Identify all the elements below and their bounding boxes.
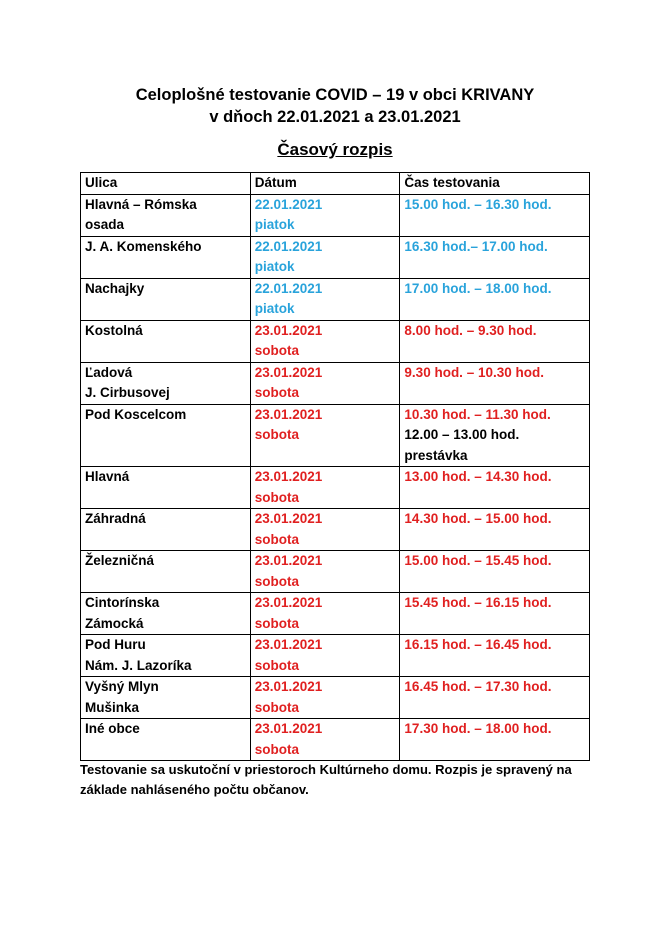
time-cell [400, 509, 590, 551]
time-range: 16.45 hod. – 17.30 hod. [404, 679, 552, 694]
street-cell [81, 320, 251, 362]
date-cell [250, 404, 400, 467]
date-cell [250, 278, 400, 320]
street-cell [81, 404, 251, 467]
date-value: 23.01.2021 [254, 679, 323, 694]
date-cell [250, 551, 400, 593]
street-name: J. A. Komenského [85, 238, 202, 254]
time-cell [400, 404, 590, 467]
day-of-week: sobota [254, 699, 299, 715]
street-cell [81, 509, 251, 551]
table-row [81, 719, 590, 761]
day-of-week: sobota [254, 615, 299, 631]
column-header-street: Ulica [81, 173, 251, 195]
date-value: 23.01.2021 [254, 721, 323, 736]
street-cell [81, 593, 251, 635]
time-cell [400, 236, 590, 278]
schedule-table [80, 172, 590, 761]
street-cell [81, 635, 251, 677]
day-of-week: piatok [254, 259, 295, 274]
street-name: Hlavná [85, 469, 130, 484]
street-name: Ľadová [85, 364, 133, 380]
table-row [81, 194, 590, 236]
title-line-2: v dňoch 22.01.2021 a 23.01.2021 [209, 108, 461, 126]
date-cell [250, 467, 400, 509]
table-row [81, 677, 590, 719]
street-name: Záhradná [85, 511, 146, 526]
street-name: Pod Koscelcom [85, 406, 187, 422]
date-value: 23.01.2021 [254, 406, 323, 422]
day-of-week: sobota [254, 427, 299, 442]
table-row [81, 509, 590, 551]
break-label: prestávka [404, 447, 468, 463]
date-cell [250, 194, 400, 236]
date-value: 23.01.2021 [254, 322, 323, 338]
street-name: J. Cirbusovej [85, 385, 170, 400]
day-of-week: sobota [254, 741, 299, 757]
date-cell [250, 509, 400, 551]
table-row [81, 467, 590, 509]
time-cell [400, 362, 590, 404]
street-name: Nám. J. Lazoríka [85, 657, 192, 673]
date-cell [250, 236, 400, 278]
date-value: 22.01.2021 [254, 196, 323, 212]
date-value: 23.01.2021 [254, 595, 323, 610]
street-cell [81, 467, 251, 509]
table-row [81, 635, 590, 677]
day-of-week: piatok [254, 301, 295, 316]
date-value: 22.01.2021 [254, 238, 323, 254]
street-name: Hlavná – Rómska [85, 196, 197, 212]
date-cell [250, 635, 400, 677]
time-range: 15.45 hod. – 16.15 hod. [404, 595, 552, 610]
time-cell [400, 194, 590, 236]
street-name: Kostolná [85, 322, 143, 338]
date-cell [250, 320, 400, 362]
table-row [81, 320, 590, 362]
street-cell [81, 677, 251, 719]
footer-note: Testovanie sa uskutoční v priestoroch Kultúrneho domu. Rozpis je spravený na základe nahláseného počtu občanov. [80, 762, 572, 797]
street-name: osada [85, 217, 125, 232]
time-range: 13.00 hod. – 14.30 hod. [404, 469, 552, 484]
time-cell [400, 635, 590, 677]
date-value: 23.01.2021 [254, 637, 323, 652]
date-value: 22.01.2021 [254, 280, 323, 296]
day-of-week: sobota [254, 573, 299, 589]
street-name: Zámocká [85, 615, 144, 631]
date-cell [250, 719, 400, 761]
title-line-1: Celoplošné testovanie COVID – 19 v obci KRIVANY [135, 86, 535, 104]
street-name: Iné obce [85, 721, 140, 736]
time-cell [400, 320, 590, 362]
date-cell [250, 677, 400, 719]
day-of-week: sobota [254, 343, 299, 358]
day-of-week: sobota [254, 657, 299, 673]
date-cell [250, 362, 400, 404]
street-cell [81, 362, 251, 404]
time-range: 17.00 hod. – 18.00 hod. [404, 280, 552, 296]
table-header-row [81, 173, 590, 195]
time-range: 14.30 hod. – 15.00 hod. [404, 511, 552, 526]
date-value: 23.01.2021 [254, 511, 323, 526]
time-range: 8.00 hod. – 9.30 hod. [404, 322, 537, 338]
time-range: 15.00 hod. – 15.45 hod. [404, 553, 552, 568]
column-header-time: Čas testovania [400, 173, 590, 195]
time-cell [400, 593, 590, 635]
table-body [81, 194, 590, 761]
street-name: Mušinka [85, 699, 140, 715]
time-range: 9.30 hod. – 10.30 hod. [404, 364, 544, 380]
street-cell [81, 719, 251, 761]
table-row [81, 362, 590, 404]
column-header-date: Dátum [250, 173, 400, 195]
street-name: Cintorínska [85, 595, 160, 610]
date-value: 23.01.2021 [254, 364, 323, 380]
day-of-week: sobota [254, 385, 299, 400]
day-of-week: sobota [254, 531, 299, 547]
street-cell [81, 278, 251, 320]
table-row [81, 404, 590, 467]
street-name: Nachajky [85, 280, 145, 296]
street-name: Pod Huru [85, 637, 146, 652]
time-range: 17.30 hod. – 18.00 hod. [404, 721, 552, 736]
time-range: 16.30 hod.– 17.00 hod. [404, 238, 548, 254]
time-cell [400, 677, 590, 719]
date-cell [250, 593, 400, 635]
date-value: 23.01.2021 [254, 469, 323, 484]
time-range: 10.30 hod. – 11.30 hod. [404, 406, 551, 422]
street-name: Vyšný Mlyn [85, 679, 159, 694]
street-cell [81, 194, 251, 236]
street-cell [81, 551, 251, 593]
date-value: 23.01.2021 [254, 553, 323, 568]
time-cell [400, 278, 590, 320]
table-row [81, 236, 590, 278]
time-range: 15.00 hod. – 16.30 hod. [404, 196, 552, 212]
table-row [81, 551, 590, 593]
break-time: 12.00 – 13.00 hod. [404, 427, 520, 442]
street-cell [81, 236, 251, 278]
day-of-week: piatok [254, 217, 295, 232]
time-cell [400, 551, 590, 593]
time-cell [400, 467, 590, 509]
time-range: 16.15 hod. – 16.45 hod. [404, 637, 552, 652]
table-row [81, 278, 590, 320]
schedule-subtitle: Časový rozpis [277, 140, 393, 159]
street-name: Železničná [85, 553, 155, 568]
time-cell [400, 719, 590, 761]
table-row [81, 593, 590, 635]
day-of-week: sobota [254, 489, 299, 505]
